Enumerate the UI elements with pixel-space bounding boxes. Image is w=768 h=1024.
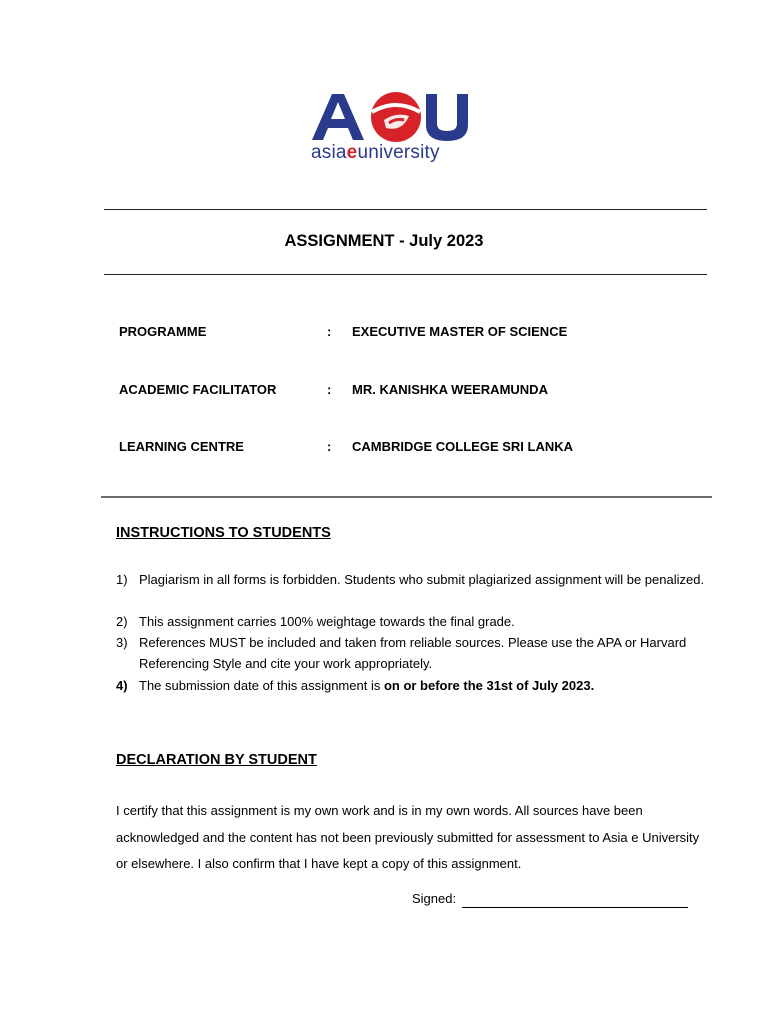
- instruction-number: 4): [116, 678, 128, 693]
- signature-line: [462, 907, 688, 908]
- info-label: PROGRAMME: [119, 324, 207, 339]
- info-colon: :: [327, 382, 332, 397]
- info-value: CAMBRIDGE COLLEGE SRI LANKA: [352, 439, 573, 454]
- instruction-text: Plagiarism in all forms is forbidden. Students who submit plagiarized assignment will be penalized.: [139, 572, 705, 587]
- title-rule: [104, 274, 707, 275]
- info-value: EXECUTIVE MASTER OF SCIENCE: [352, 324, 568, 339]
- info-label: ACADEMIC FACILITATOR: [119, 382, 277, 397]
- instruction-text: References MUST be included and taken from reliable sources. Please use the APA or Harvard Referencing Style and cite your work appropriately.: [139, 635, 687, 671]
- info-label: LEARNING CENTRE: [119, 439, 244, 454]
- instructions-heading: INSTRUCTIONS TO STUDENTS: [116, 525, 331, 541]
- declaration-heading: DECLARATION BY STUDENT: [116, 752, 317, 768]
- aeu-logo-mark-icon: [310, 90, 485, 142]
- instruction-text: This assignment carries 100% weightage towards the final grade.: [139, 614, 515, 629]
- instruction-text: [139, 675, 711, 696]
- page-title: ASSIGNMENT - July 2023: [284, 232, 484, 250]
- submission-deadline: on or before the 31st of July 2023.: [383, 678, 595, 693]
- aeu-logo: [310, 90, 485, 166]
- declaration-text: I certify that this assignment is my own work and is in my own words. All sources have been acknowledged and the content has not been previously submitted for assessment to Asia e University or elsewhere. I also confirm that I have kept a copy of this assignment.: [116, 803, 700, 871]
- instruction-number: 3): [116, 635, 128, 650]
- info-colon: :: [327, 324, 332, 339]
- instruction-number: 2): [116, 614, 128, 629]
- instruction-text-plain: The submission date of this assignment is: [139, 678, 384, 693]
- logo-tagline: asiaeuniversity: [311, 142, 440, 163]
- instruction-number: 1): [116, 572, 128, 587]
- section-divider: [101, 496, 712, 498]
- top-rule: [104, 209, 707, 210]
- info-value: MR. KANISHKA WEERAMUNDA: [352, 382, 548, 397]
- signed-label: Signed:: [412, 891, 457, 906]
- info-colon: :: [327, 439, 332, 454]
